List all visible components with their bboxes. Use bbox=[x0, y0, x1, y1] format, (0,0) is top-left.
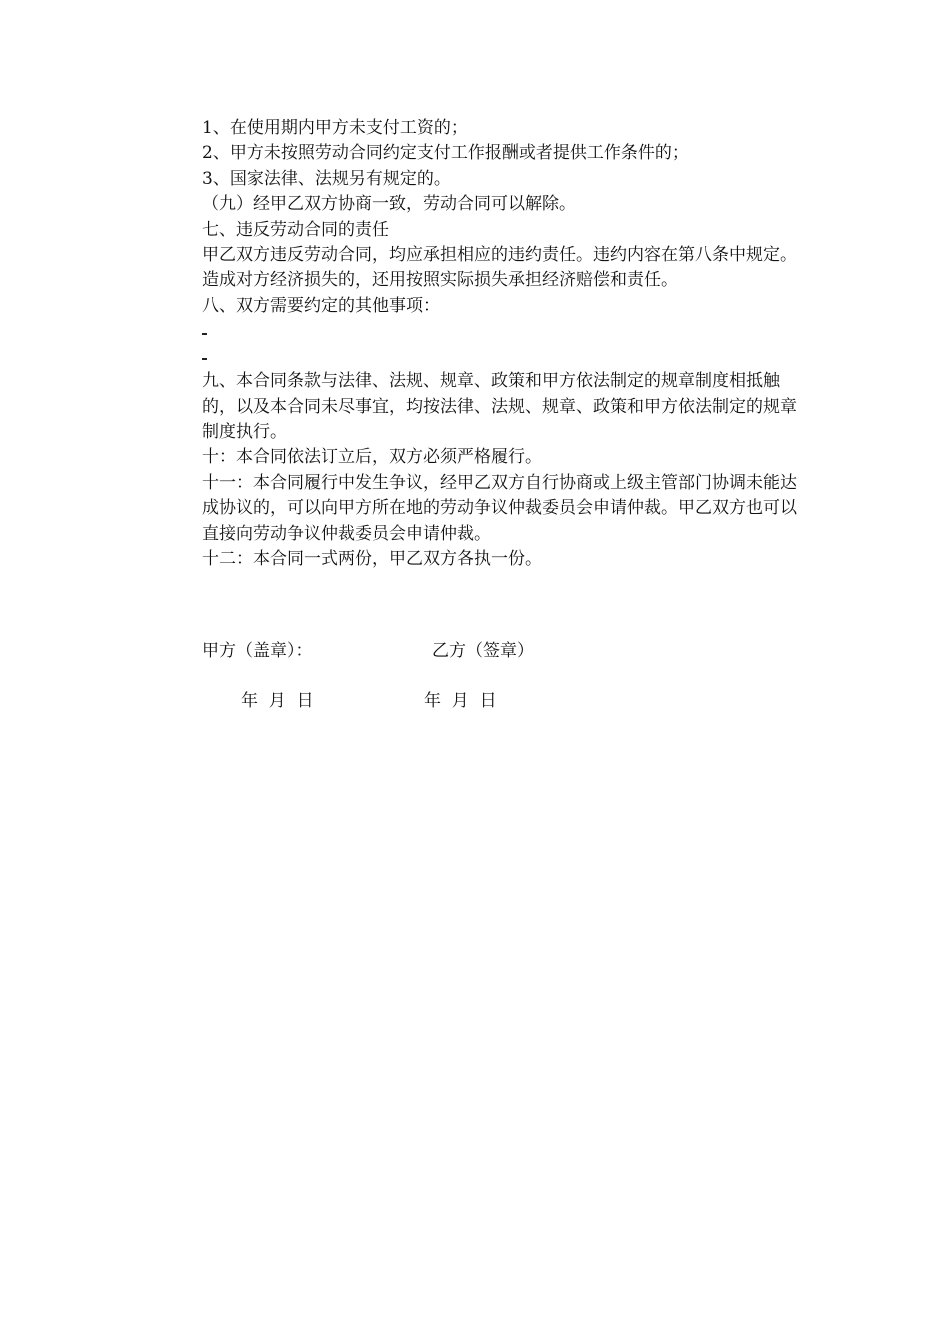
dash-mark bbox=[202, 358, 207, 360]
section-nine-text: 九、本合同条款与法律、法规、规章、政策和甲方依法制定的规章制度相抵触的，以及本合同未尽事宜，均按法律、法规、规章、政策和甲方依法制定的规章制度执行。 bbox=[202, 371, 797, 443]
dash-mark bbox=[202, 333, 207, 335]
section-seven-heading: 七、违反劳动合同的责任 bbox=[202, 219, 389, 240]
party-a-signature-label: 甲方（盖章）： bbox=[202, 641, 313, 661]
clause-item-2: 2、甲方未按照劳动合同约定支付工作报酬或者提供工作条件的； bbox=[202, 143, 689, 164]
section-eleven-text: 十一：本合同履行中发生争议，经甲乙双方自行协商或上级主管部门协调未能达成协议的，可以向甲方所在地的劳动争议仲裁委员会申请仲裁。甲乙双方也可以直接向劳动争议仲裁委员会申请仲裁。 bbox=[202, 472, 797, 544]
party-b-signature-label: 乙方（签章） bbox=[432, 641, 534, 661]
section-twelve-text: 十二：本合同一式两份，甲乙双方各执一份。 bbox=[202, 549, 542, 570]
clause-item-3: 3、国家法律、法规另有规定的。 bbox=[202, 168, 451, 189]
clause-item-1: 1、在使用期内甲方未支付工资的； bbox=[202, 118, 468, 138]
clause-nine: （九）经甲乙双方协商一致，劳动合同可以解除。 bbox=[202, 194, 576, 215]
blank-line-1 bbox=[202, 319, 810, 344]
blank-line-2 bbox=[202, 344, 810, 369]
party-a-date: 年 月 日 bbox=[241, 691, 314, 711]
contract-body bbox=[202, 116, 810, 573]
section-seven-text: 甲乙双方违反劳动合同，均应承担相应的违约责任。违约内容在第八条中规定。造成对方经济损失的，还用按照实际损失承担经济赔偿和责任。 bbox=[202, 245, 797, 291]
section-eight-heading: 八、双方需要约定的其他事项： bbox=[202, 295, 440, 316]
party-b-date: 年 月 日 bbox=[424, 691, 497, 711]
section-ten-text: 十：本合同依法订立后，双方必须严格履行。 bbox=[202, 447, 542, 468]
